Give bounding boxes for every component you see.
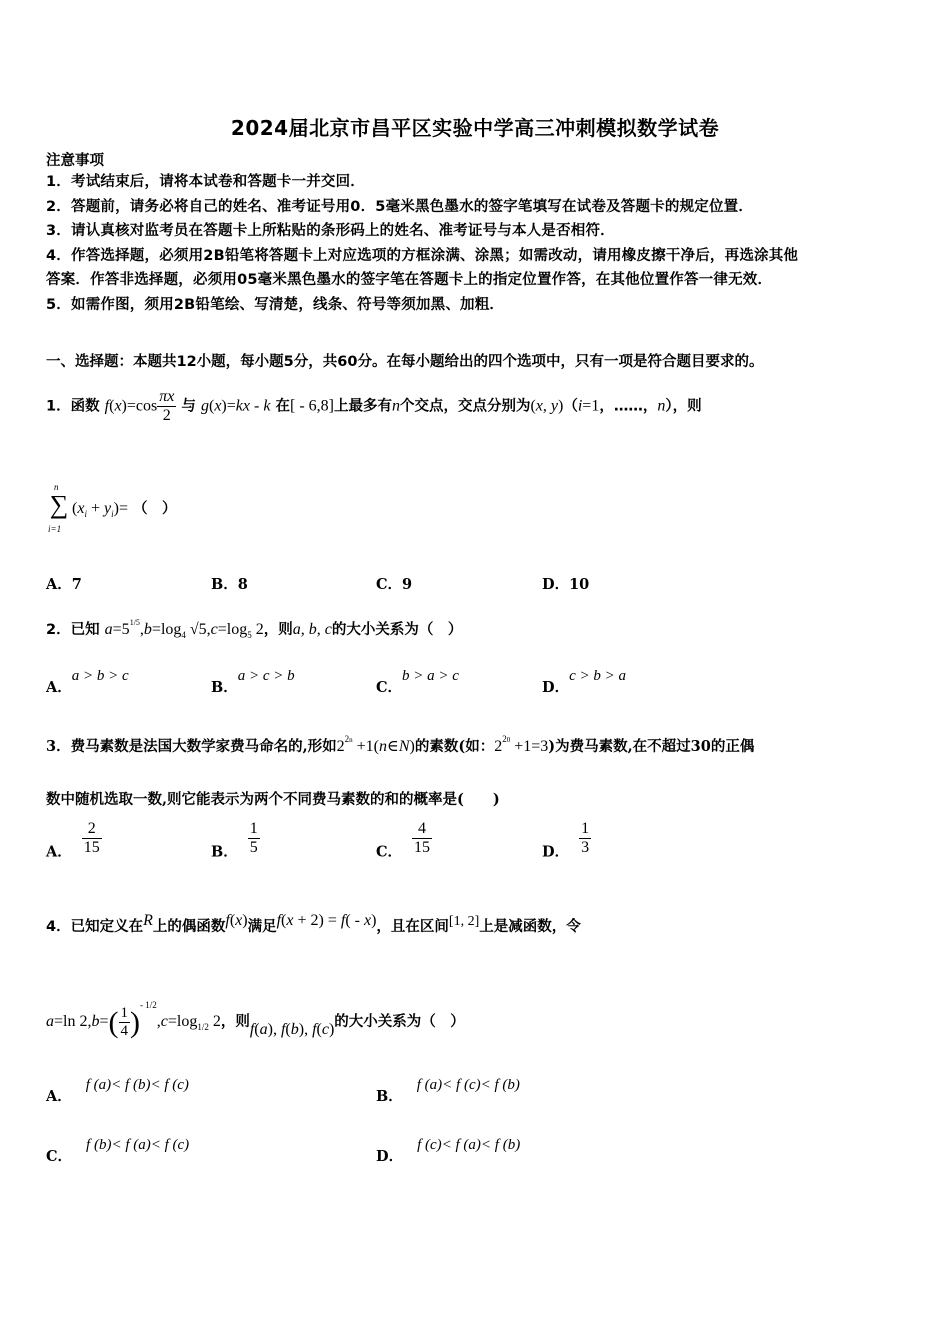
note-item: 1．考试结束后，请将本试卷和答题卡一并交回． [46, 174, 365, 190]
q1-option-b: B．8 [211, 576, 248, 593]
question-3-line1: 3．费马素数是法国大数学家费马命名的,形如$2^{2n}$ +1(n∈N)的素数(如：$2^{20} +1=3$)为费马素数,在不超过30的正偶 [46, 734, 755, 755]
note-item: 4．作答选择题，必须用2B铅笔将答题卡上对应选项的方框涂满、涂黑；如需改动，请用橡皮擦干净后，再选涂其他 [46, 247, 799, 264]
q2-option-a: A．a > b > c [46, 668, 129, 696]
q2-option-c: C．b > a > c [376, 668, 459, 696]
q1-formula-f: f [104, 397, 110, 415]
q4-text: 满足 [247, 919, 277, 935]
q3-text: )为费马素数,在不超过30的正偶 [548, 738, 755, 755]
q1-n: n [391, 397, 400, 415]
q2-text: ，则 [263, 622, 293, 638]
question-1-line1: 1．函数 f(x)=cos $\frac{\pi x}{2}$ 与 g(x)=kx - k 在[ - 6,8]上最多有n个交点，交点分别为(x, y)（i=1，……，n），则 [46, 388, 702, 424]
q4-number: 4．已知定义在 [46, 919, 144, 935]
q1-text: ，……， [599, 398, 658, 415]
q1-text: ），则 [665, 398, 702, 415]
notes-block [46, 152, 906, 318]
q3-formula: $2^{2n}$ +1(n∈N) [336, 734, 415, 755]
q2-option-d: D．c > b > a [542, 668, 626, 696]
sum-symbol: n ∑ i=1 [48, 482, 69, 534]
notes-heading: 注意事项 [46, 153, 104, 169]
section-title: 一、选择题：本题共12小题，每小题5分，共60分。在每小题给出的四个选项中，只有一项是符合题目要求的。 [46, 354, 764, 370]
q4-text: ，且在区间 [376, 919, 449, 935]
q1-text: （ [563, 398, 578, 415]
q3-option-b: B． $\frac{1}{5}$ [211, 820, 258, 861]
q2-number: 2．已知 [46, 622, 100, 638]
question-1-line2: n ∑ i=1 $(x_i + y_i)=$ （ ） [48, 482, 177, 534]
note-item: 答案．作答非选择题，必须用05毫米黑色墨水的签字笔在答题卡上的指定位置作答，在其他位置作答一律无效． [46, 272, 773, 289]
q4-option-c: C．f (b)< f (a)< f (c) [46, 1137, 190, 1165]
q4-text: 上是减函数，令 [479, 919, 581, 935]
q4-formula: a [46, 1013, 54, 1030]
q1-interval: [ - 6,8] [289, 397, 334, 415]
q4-option-d: D．f (c)< f (a)< f (b) [376, 1137, 521, 1165]
q3-text: 的素数(如： [414, 738, 495, 755]
q2-text: 的大小关系为（ ） [331, 622, 463, 638]
q1-formula-g: g [200, 397, 209, 415]
page-title: 2024届北京市昌平区实验中学高三冲刺模拟数学试卷 [230, 116, 720, 140]
note-item: 2．答题前，请务必将自己的姓名、准考证号用0．5毫米黑色墨水的签字笔填写在试卷及答题卡的规定位置． [46, 198, 754, 215]
q3-number: 3．费马素数是法国大数学家费马命名的,形如 [46, 738, 337, 755]
question-4-line1: 4．已知定义在R上的偶函数f(x)满足f(x + 2) = f( - x)，且在区间[1, 2]上是减函数，令 [46, 912, 581, 935]
q2-formula: a [104, 621, 113, 638]
q2-option-b: B．a > c > b [211, 668, 295, 696]
q1-text: 在 [275, 398, 290, 415]
q1-text: 与 [181, 398, 196, 415]
q4-text: 上的偶函数 [152, 919, 226, 935]
q3-option-c: C． $\frac{4}{15}$ [376, 820, 431, 861]
q1-blank: （ ） [133, 501, 177, 517]
q3-option-a: A． $\frac{2}{15}$ [46, 820, 100, 861]
q4-text: ，则 [220, 1014, 250, 1030]
q4-option-b: B．f (a)< f (c)< f (b) [376, 1077, 520, 1105]
note-item: 3．请认真核对监考员在答题卡上所粘贴的条形码上的姓名、准考证号与本人是否相符． [46, 223, 615, 240]
q1-text: 个交点，交点分别为 [399, 398, 531, 415]
q1-option-d: D．10 [542, 576, 590, 593]
q3-option-d: D． $\frac{1}{3}$ [542, 820, 590, 861]
q1-option-c: C．9 [376, 576, 413, 593]
q4-text: 的大小关系为（ ） [334, 1014, 465, 1030]
question-2: 2．已知 $a=5^{1/5},b=\log_4$ $√5,c=\log_5$ 2，则a, b, c的大小关系为（ ） [46, 618, 463, 640]
q4-option-a: A．f (a)< f (b)< f (c) [46, 1077, 189, 1105]
note-item: 5．如需作图，须用2B铅笔绘、写清楚，线条、符号等须加黑、加粗． [46, 296, 505, 313]
question-3-line2: 数中随机选取一数,则它能表示为两个不同费马素数的和的概率是( ) [46, 791, 500, 808]
q1-number: 1．函数 [46, 398, 100, 415]
question-4-line2: a=ln 2,b=( $\frac{1}{4}$ )$^{- 1/2},c=\log_{1/2}$ 2，则f(a), f(b), f(c)的大小关系为（ ） [46, 1000, 465, 1039]
q1-point: (x, y) [530, 397, 564, 415]
q1-option-a: A．7 [46, 576, 82, 593]
q1-text: 上最多有 [333, 398, 392, 415]
